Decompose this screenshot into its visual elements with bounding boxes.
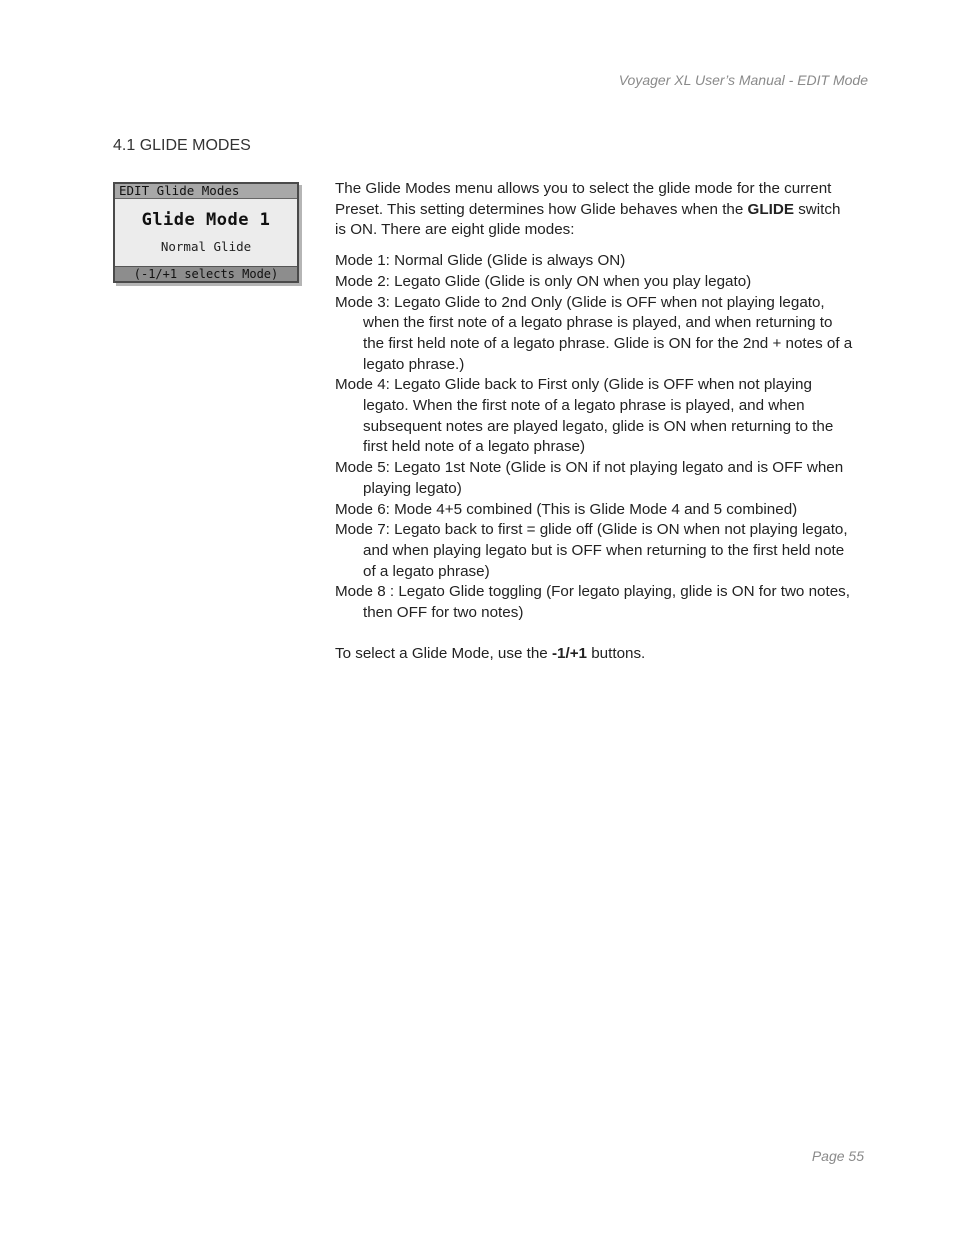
lcd-bottom-line: (-1/+1 selects Mode): [115, 266, 297, 281]
mode-item: Mode 5: Legato 1st Note (Glide is ON if not playing legato and is OFF when playing legato): [335, 459, 844, 497]
intro-paragraph: [335, 179, 855, 241]
mode-item: Mode 8 : Legato Glide toggling (For legato playing, glide is ON for two notes, then OFF for two notes): [335, 583, 850, 622]
lcd-sub-line: Normal Glide: [160, 239, 252, 254]
mode-item: Mode 1: Normal Glide (Glide is always ON): [335, 252, 626, 270]
lcd-display: [113, 182, 299, 283]
page-number: Page 55: [811, 1148, 864, 1164]
section-heading: 4.1 GLIDE MODES: [113, 137, 251, 154]
outro-text-before: To select a Glide Mode, use the: [335, 644, 552, 662]
intro-text-after: switch is ON. There are eight glide modes:: [335, 200, 841, 239]
running-header: Voyager XL User’s Manual - EDIT Mode: [618, 72, 868, 88]
lcd-top-line: EDIT Glide Modes: [115, 184, 297, 199]
mode-item: Mode 6: Mode 4+5 combined (This is Glide Mode 4 and 5 combined): [335, 500, 798, 518]
mode-item: Mode 7: Legato back to first = glide off (Glide is ON when not playing legato, and when playing legato but is OFF when returning to the first held note of a legato phrase): [335, 521, 848, 580]
glide-switch-label: GLIDE: [747, 200, 794, 218]
outro-paragraph: [335, 644, 855, 665]
outro-text-after: buttons.: [587, 644, 646, 662]
buttons-label: -1/+1: [551, 644, 588, 662]
intro-text-before: The Glide Modes menu allows you to select the glide mode for the current Preset. This setting determines how Glide behaves when the: [335, 180, 832, 218]
mode-item: Mode 2: Legato Glide (Glide is only ON when you play legato): [335, 272, 752, 290]
mode-item: Mode 4: Legato Glide back to First only (Glide is OFF when not playing legato. When the first note of a legato phrase is played, and when subsequent notes are played legato, glide is ON when returning to the first held note of a legato phrase): [335, 376, 834, 456]
body-text: [335, 179, 855, 664]
mode-item: Mode 3: Legato Glide to 2nd Only (Glide is OFF when not playing legato, when the first note of a legato phrase is played, and when returning to the first held note of a legato phrase. Glide is ON for the 2nd + notes of a legato phrase.): [335, 293, 853, 373]
lcd-main-line: Glide Mode 1: [141, 210, 271, 230]
